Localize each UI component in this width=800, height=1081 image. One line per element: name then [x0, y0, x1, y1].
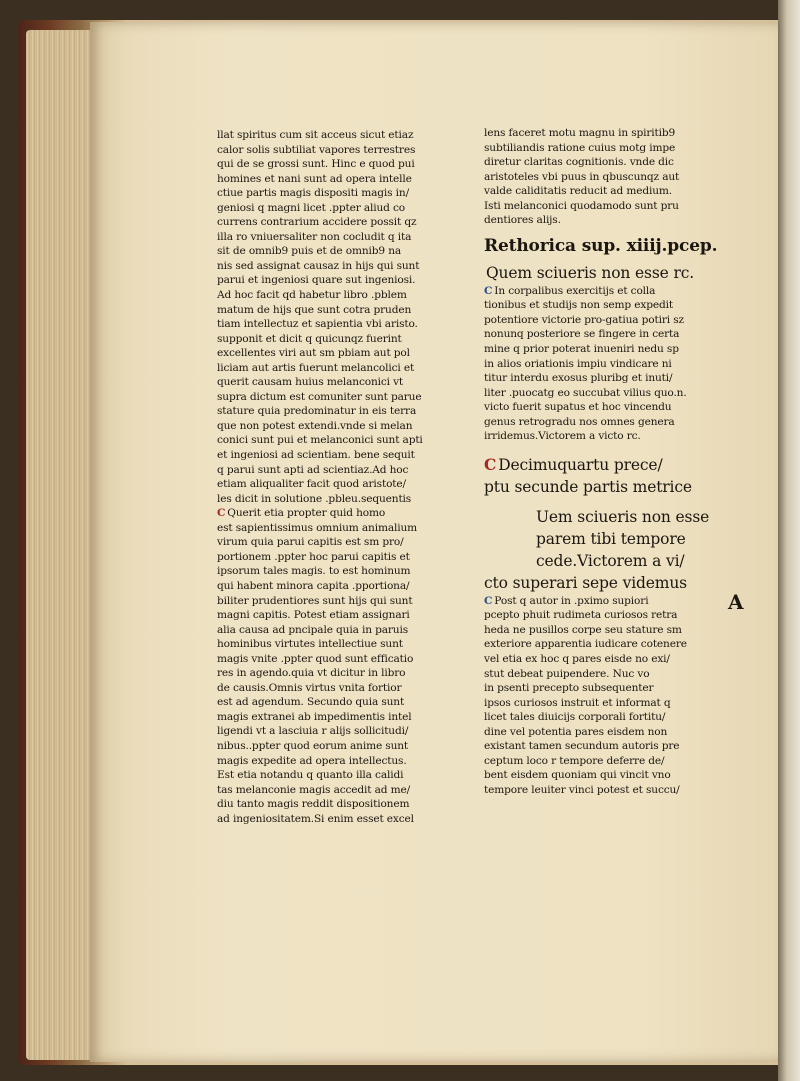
text-line: titur interdu exosus pluribg et inuti/	[484, 372, 673, 385]
text-line: magis vnite .ppter quod sunt efficatio	[217, 652, 414, 665]
text-line: querit causam huius melanconici vt	[217, 376, 404, 389]
verse-lines	[484, 506, 712, 594]
text-line: tionibus et studijs non semp expedit	[484, 299, 673, 312]
text-line: geniosi q magni licet .ppter aliud co	[217, 201, 406, 214]
text-line: magis expedite ad opera intellectus.	[217, 754, 407, 767]
text-line: C Querit etia propter quid homo	[217, 507, 386, 520]
text-line: Ad hoc facit qd habetur libro .pblem	[217, 289, 407, 302]
rubric-mark-icon: C	[217, 507, 226, 520]
text-line: tas melanconie magis accedit ad me/	[217, 783, 411, 796]
text-line: les dicit in solutione .pbleu.sequentis	[217, 492, 412, 505]
paragraph-mark-icon: C	[484, 284, 493, 297]
text-line: liciam aut artis fuerunt melancolici et	[217, 361, 415, 374]
text-line: res in agendo.quia vt dicitur in libro	[217, 667, 406, 680]
text-line: pcepto phuit rudimeta curiosos retra	[484, 609, 678, 622]
text-line: qui habent minora capita .pportiona/	[217, 579, 410, 592]
paragraph-mark-icon: C	[484, 594, 493, 607]
text-line: biliter prudentiores sunt hijs qui sunt	[217, 594, 413, 607]
text-line: tempore leuiter vinci potest et succu/	[484, 783, 680, 796]
text-line: potentiore victorie pro-gatiua potiri sz	[484, 313, 684, 326]
left-column	[217, 128, 435, 826]
text-line: matum de hijs que sunt cotra pruden	[217, 303, 412, 316]
text-line: nibus..ppter quod eorum anime sunt	[217, 739, 409, 752]
text-line: C Post q autor in .pximo supiori	[484, 594, 649, 607]
text-line: genus retrogradu nos omnes genera	[484, 415, 675, 428]
text-line: etiam aliqualiter facit quod aristote/	[217, 478, 406, 491]
heading-decimum-2: ptu secunde partis metrice	[484, 477, 692, 496]
text-line: illa ro vniuersaliter non cocludit q ita	[217, 230, 412, 243]
text-line: homines et nani sunt ad opera intelle	[217, 172, 412, 185]
text-line: stut debeat puipendere. Nuc vo	[484, 667, 650, 680]
right-column	[484, 126, 718, 798]
text-line: magis extranei ab impedimentis intel	[217, 710, 412, 723]
text-line: tiam intellectuz et sapientia vbi aristo.	[217, 318, 418, 331]
text-line: C In corpalibus exercitijs et colla	[484, 284, 656, 297]
text-line: ipsorum tales magis. to est hominum	[217, 565, 411, 578]
text-line: valde caliditatis reducit ad medium.	[484, 185, 672, 198]
text-line: ipsos curiosos instruit et informat q	[484, 696, 671, 709]
text-line: bent eisdem quoniam qui vincit vno	[484, 769, 671, 782]
text-line: subtiliandis ratione cuius motg impe	[484, 141, 676, 154]
text-line: aristoteles vbi puus in qbuscunqz aut	[484, 170, 680, 183]
text-line: in psenti precepto subsequenter	[484, 682, 654, 695]
text-line: parui et ingeniosi quare sut ingeniosi.	[217, 274, 416, 287]
rubric-mark-icon: C	[484, 454, 497, 474]
text-line: licet tales diuicijs corporali fortitu/	[484, 711, 666, 724]
verse-line: Uem sciueris non esse	[536, 507, 710, 526]
text-line: stature quia predominatur in eis terra	[217, 405, 417, 418]
text-line: magni capitis. Potest etiam assignari	[217, 609, 410, 622]
verse-line: parem tibi tempore	[536, 529, 686, 548]
text-line: ad ingeniositatem.Si enim esset excel	[217, 812, 414, 825]
text-line: victo fuerit supatus et hoc vincendu	[484, 401, 672, 414]
text-line: de causis.Omnis virtus vnita fortior	[217, 681, 402, 694]
text-line: irridemus.Victorem a victo rc.	[484, 430, 641, 443]
text-line: nis sed assignat causaz in hijs qui sunt	[217, 259, 420, 272]
text-line: ligendi vt a lasciuia r alijs sollicitudi/	[217, 725, 409, 738]
text-line: existant tamen secundum autoris pre	[484, 740, 680, 753]
right-top-text	[484, 126, 712, 228]
text-line: sit de omnib9 puis et de omnib9 na	[217, 245, 402, 258]
text-line: lens faceret motu magnu in spiritib9	[484, 127, 676, 139]
right-bottom-text	[484, 594, 712, 798]
text-line: qui de se grossi sunt. Hinc e quod pui	[217, 158, 415, 171]
text-line: supra dictum est comuniter sunt parue	[217, 390, 422, 403]
heading-decimum-1	[484, 454, 712, 476]
text-line: llat spiritus cum sit acceus sicut etiaz	[217, 129, 414, 141]
page-edges	[26, 30, 96, 1060]
text-line: currens contrarium accidere possit qz	[217, 216, 417, 229]
text-line: alia causa ad pncipale quia in paruis	[217, 623, 408, 636]
text-line: portionem .ppter hoc parui capitis et	[217, 550, 410, 563]
text-line: Est etia notandu q quanto illa calidi	[217, 769, 404, 782]
right-mid-text	[484, 284, 712, 444]
next-page-edge	[778, 0, 800, 1081]
text-line: ceptum loco r tempore deferre de/	[484, 754, 665, 767]
text-line: virum quia parui capitis est sm pro/	[217, 536, 404, 549]
text-line: excellentes viri aut sm pbiam aut pol	[217, 347, 410, 360]
text-line: calor solis subtiliat vapores terrestres	[217, 143, 416, 156]
heading-decimum-1-text: Decimuquartu prece/	[498, 455, 663, 474]
text-line: dentiores alijs.	[484, 214, 561, 227]
text-line: nonunq posteriore se fingere in certa	[484, 328, 680, 341]
text-line: supponit et dicit q quicunqz fuerint	[217, 332, 402, 345]
text-line: et ingeniosi ad scientiam. bene sequit	[217, 449, 415, 462]
text-line: heda ne pusillos corpe seu stature sm	[484, 623, 682, 636]
verse-line: cede.Victorem a vi/	[536, 551, 685, 570]
text-line: que non potest extendi.vnde si melan	[217, 419, 413, 432]
text-line: mine q prior poterat inueniri nedu sp	[484, 343, 679, 356]
heading-rethorica: Rethorica sup. xiiij.pcep.	[484, 235, 718, 256]
text-line: vel etia ex hoc q pares eisde no exi/	[484, 653, 670, 666]
text-line: Isti melanconici quodamodo sunt pru	[484, 199, 679, 212]
text-line: est ad agendum. Secundo quia sunt	[217, 696, 405, 709]
text-line: est sapientissimus omnium animalium	[217, 521, 418, 534]
heading-quem-text: Quem sciueris non esse rc.	[486, 263, 695, 282]
text-line: exteriore apparentia iudicare cotenere	[484, 638, 687, 651]
text-line: q parui sunt apti ad scientiaz.Ad hoc	[217, 463, 409, 476]
text-line: hominibus virtutes intellectiue sunt	[217, 638, 403, 651]
text-line: diretur claritas cognitionis. vnde dic	[484, 156, 674, 169]
margin-letter: A	[728, 590, 744, 614]
heading-quem	[484, 262, 712, 284]
text-line: diu tanto magis reddit dispositionem	[217, 798, 410, 811]
text-line: in alios oriationis impiu vindicare ni	[484, 357, 672, 370]
text-line: ctiue partis magis dispositi magis in/	[217, 187, 410, 200]
text-line: conici sunt pui et melanconici sunt apti	[217, 434, 423, 447]
text-line: liter .puocatg eo succubat vilius quo.n.	[484, 386, 687, 399]
verse-line: cto superari sepe videmus	[484, 573, 687, 592]
text-line: dine vel potentia pares eisdem non	[484, 725, 668, 738]
